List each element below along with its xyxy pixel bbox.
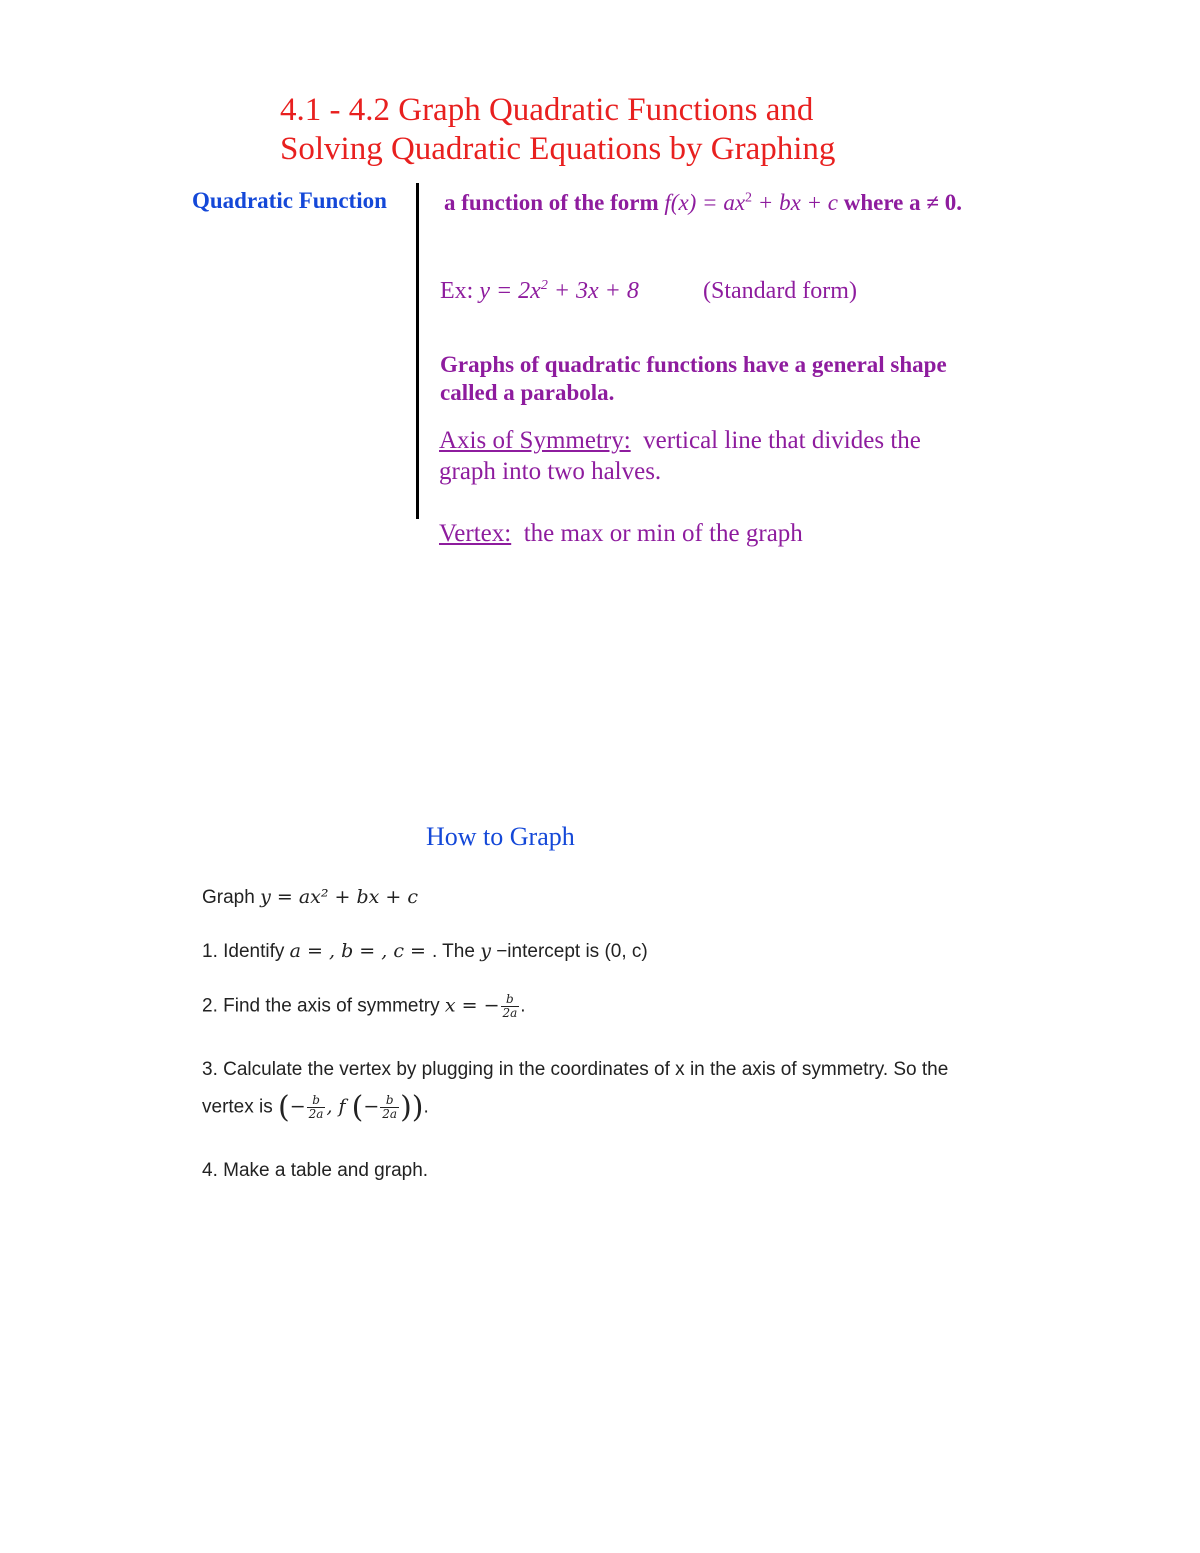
step-2 bbox=[202, 993, 526, 1020]
step-2-prefix: 2. Find the axis of symmetry bbox=[202, 995, 445, 1017]
parabola-line-1: Graphs of quadratic functions have a general shape bbox=[440, 352, 947, 377]
axis-of-symmetry-line-2: graph into two halves. bbox=[439, 458, 662, 485]
fraction-denominator: 2a bbox=[382, 1107, 398, 1121]
definition-exponent: 2 bbox=[745, 190, 753, 206]
step-2-equation: x = − bbox=[444, 994, 500, 1017]
example-equation-tail: + 3x + 8 bbox=[547, 278, 639, 304]
close-parens: )) bbox=[400, 1090, 424, 1125]
step-3-minus-1: − bbox=[289, 1095, 306, 1118]
step-4: 4. Make a table and graph. bbox=[202, 1160, 429, 1181]
example-exponent: 2 bbox=[540, 278, 548, 293]
fraction-numerator: b bbox=[380, 1094, 399, 1108]
step-1-suffix: −intercept is (0, c) bbox=[490, 941, 648, 962]
definition-condition: a ≠ 0. bbox=[909, 190, 963, 215]
fraction-numerator: b bbox=[307, 1094, 326, 1108]
definition-line bbox=[444, 190, 962, 216]
vertex-y-fraction bbox=[380, 1094, 399, 1121]
definition-prefix: a function of the form bbox=[444, 190, 665, 215]
example-prefix: Ex: bbox=[440, 278, 480, 304]
step-3-end: . bbox=[423, 1096, 429, 1118]
step-3-minus-2: − bbox=[363, 1095, 380, 1118]
vertex-definition: the max or min of the graph bbox=[523, 520, 803, 547]
graph-intro-prefix: Graph bbox=[202, 887, 261, 908]
step-1 bbox=[202, 940, 648, 963]
term-label: Quadratic Function bbox=[192, 188, 387, 213]
step-3-line-2 bbox=[202, 1090, 429, 1125]
how-to-graph-heading: How to Graph bbox=[426, 822, 575, 851]
step-2-end: . bbox=[520, 995, 526, 1017]
page-title-line-1: 4.1 - 4.2 Graph Quadratic Functions and bbox=[280, 92, 814, 128]
step-3-line-1: 3. Calculate the vertex by plugging in the coordinates of x in the axis of symmetry. So the bbox=[202, 1059, 949, 1080]
example-line bbox=[440, 278, 639, 305]
fraction-numerator: b bbox=[501, 993, 520, 1007]
step-1-variables: a = , b = , c = bbox=[289, 940, 432, 962]
definition-formula: f(x) = ax bbox=[664, 190, 746, 215]
axis-of-symmetry-definition: vertical line that divides the bbox=[643, 427, 921, 454]
definition-formula-tail: + bx + c bbox=[752, 190, 839, 215]
open-paren-inner: ( bbox=[351, 1090, 364, 1125]
page-title-line-2: Solving Quadratic Equations by Graphing bbox=[280, 131, 836, 167]
vertex-line bbox=[439, 518, 803, 549]
fraction-denominator: 2a bbox=[502, 1006, 518, 1020]
vertex-term: Vertex: bbox=[439, 520, 512, 547]
step-3-prefix: vertex is bbox=[202, 1096, 279, 1118]
graph-intro-equation: y = ax² + bx + c bbox=[260, 886, 419, 908]
step-1-prefix: 1. Identify bbox=[202, 941, 290, 962]
example-equation: y = 2x bbox=[479, 278, 541, 304]
step-3-f: , f bbox=[326, 1095, 352, 1118]
axis-of-symmetry-line-1 bbox=[439, 425, 921, 456]
open-paren: ( bbox=[278, 1090, 290, 1125]
step-1-mid: . The bbox=[431, 941, 481, 962]
axis-of-symmetry-term: Axis of Symmetry: bbox=[439, 427, 631, 454]
fraction-denominator: 2a bbox=[308, 1107, 324, 1121]
column-divider bbox=[416, 183, 419, 519]
vertex-x-fraction bbox=[307, 1094, 326, 1121]
graph-intro bbox=[202, 886, 418, 909]
definition-where: where bbox=[838, 190, 910, 215]
example-form-label: (Standard form) bbox=[703, 278, 857, 304]
parabola-line-2: called a parabola. bbox=[440, 380, 615, 405]
step-1-y: y bbox=[480, 940, 491, 962]
step-2-fraction bbox=[501, 993, 520, 1020]
